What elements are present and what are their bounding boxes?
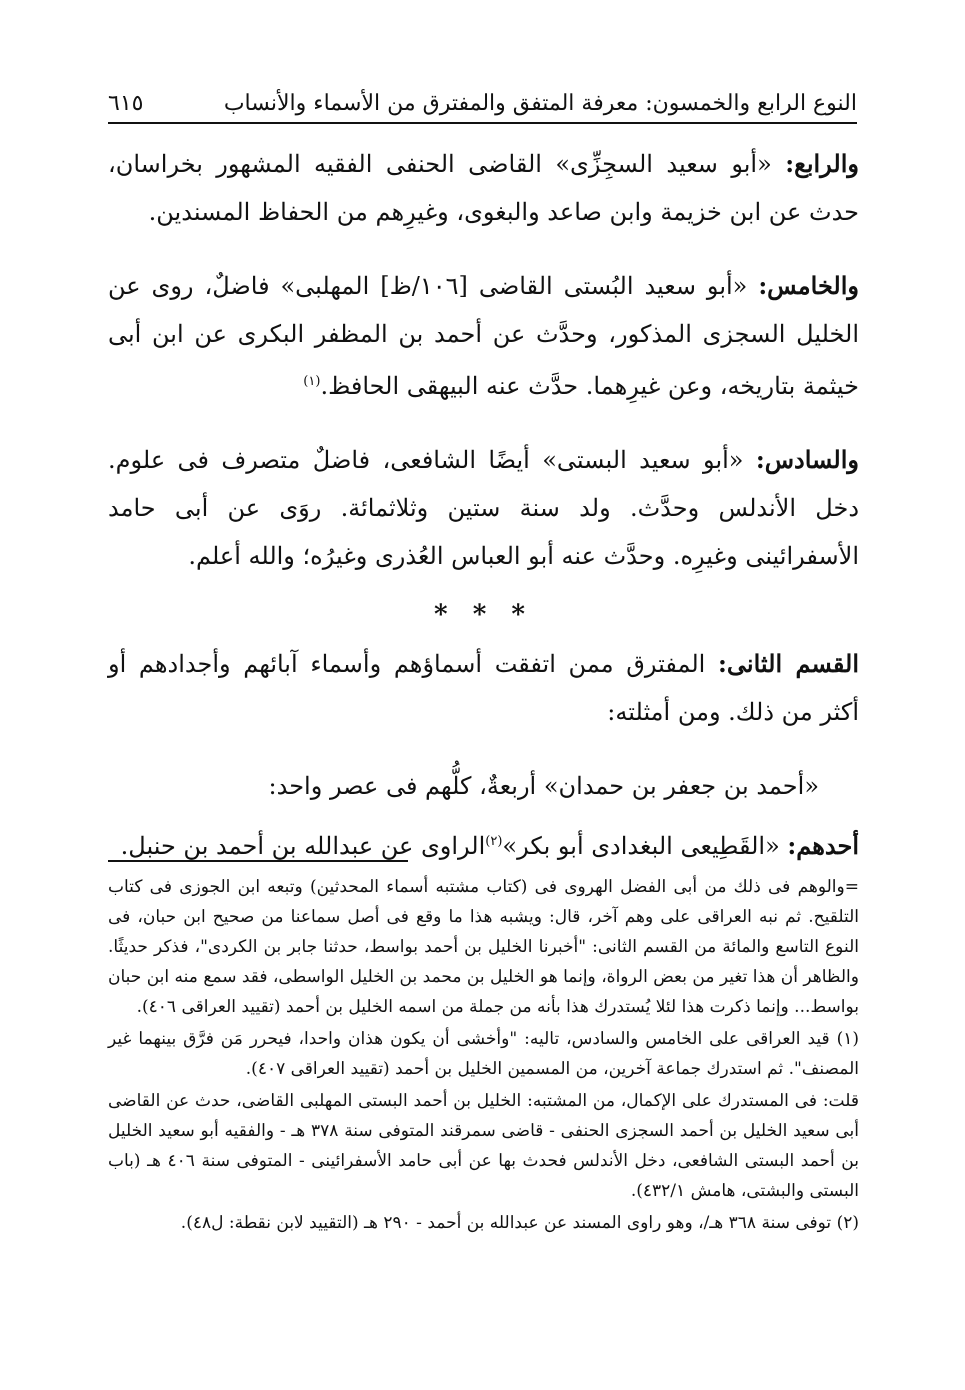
paragraph-label: القسم الثانى: xyxy=(718,649,860,678)
footnote-continued: =والوهم فى ذلك من أبى الفضل الهروى فى (كتاب مشتبه أسماء المحدثين) وتبعه ابن الجوزى فى كتاب التلقيح. ثم نبه العراقى على وهم آخر، قال: ويشبه هذا ما وقع فى أصل سماعنا من صحيح ابن حبان، فى النوع التاسع والمائة من القسم الثانى: "أخبرنا الخليل بن أحمد بواسط، حدثنا جابر بن الكردى"، فذكر حديثًا. والظاهر أن هذا تغير من بعض الرواة، وإنما هو الخليل بن محمد بن الخليل الواسطى، فقد سمع منه ابن حبان بواسط... وإنما ذكرت هذا لئلا يُستدرك هذا بأنه من جملة من اسمه الخليل بن أحمد (تقييد العراقى ٤٠٦). xyxy=(108,877,859,1017)
footnote-2: (٢) توفى سنة ٣٦٨ هـ/، وهو راوى المسند عن عبدالله بن أحمد - ٢٩٠ هـ (التقييد لابن نقطة: ل٤٨). xyxy=(180,1213,859,1233)
paragraph-text: «أبو سعيد البُستى القاضى [١٠٦/ظ] المهلبى» فاضلٌ، روى عن الخليل السجزى المذكور، وحدَّث عن أحمد بن المظفر البكرى عن ابن أبى خيثمة بتاريخه، وعن غيرِهما. حدَّث عنه البيهقى الحافظ. xyxy=(108,272,859,400)
page-number: ٦١٥ xyxy=(108,91,144,116)
main-text xyxy=(108,140,859,896)
footnote-rule xyxy=(108,860,408,862)
paragraph-text: «أحمد بن جعفر بن حمدان» أربعةٌ، كلُّهم فى عصر واحد: xyxy=(268,772,819,800)
paragraph-text: «القَطِيعى البغدادى أبو بكر» xyxy=(502,832,780,860)
paragraph-label: والسادس: xyxy=(755,445,859,474)
paragraph-example xyxy=(108,762,859,810)
paragraph-text: المفترق ممن اتفقت أسماؤهم وأسماء آبائهم وأجدادهم أو أكثر من ذلك. ومن أمثلته: xyxy=(108,650,859,726)
paragraph-text: «أبو سعيد البستى» أيضًا الشافعى، فاضلٌ متصرف فى علوم. دخل الأندلس وحدَّث. ولد سنة ستين وثلاثمائة. روَى عن أبى حامد الأسفرائينى وغيرِه. وحدَّث عنه أبو العباس العُذرى وغيرُه؛ والله أعلم. xyxy=(108,446,859,570)
footnote-1: (١) قيد العراقى على الخامس والسادس، تاليه: "وأخشى أن يكون هذان واحدا، فيحرر مَن فرَّق بينهما غير المصنف". ثم استدرك جماعة آخرين، من المسمين الخليل بن أحمد (تقييد العراقى ٤٠٧). xyxy=(108,1029,859,1079)
footnote-1-addendum: قلت: فى المستدرك على الإكمال، من المشتبه: الخليل بن أحمد البستى المهلبى القاضى، حدث عن القاضى أبى سعيد الخليل بن أحمد السجزى الحنفى - قاضى سمرقند المتوفى سنة ٣٧٨ هـ - والفقيه أبو سعيد الخليل بن أحمد البستى الشافعى، دخل الأندلس فحدث بها عن أبى حامد الأسفرائينى - المتوفى سنة ٤٠٦ هـ (باب البستى والبشتى، هامش ٤٣٢/١). xyxy=(108,1091,859,1201)
paragraph-text: الراوى عن عبدالله بن أحمد بن حنبل. xyxy=(120,832,486,860)
running-header xyxy=(108,70,857,124)
running-title: النوع الرابع والخمسون: معرفة المتفق والمفترق من الأسماء والأنساب xyxy=(223,91,857,116)
footnote-marker: (١) xyxy=(303,374,321,389)
paragraph-text: «أبو سعيد السجِزِّى» القاضى الحنفى الفقيه المشهور بخراسان، حدث عن ابن خزيمة وابن صاعد والبغوى، وغيرِهم من الحفاظ المسندين. xyxy=(108,150,859,226)
paragraph-label: والخامس: xyxy=(758,271,859,300)
section-separator: * * * xyxy=(434,600,533,630)
paragraph-fourth xyxy=(108,140,859,236)
paragraph-label: أحدهم: xyxy=(787,831,859,860)
paragraph-label: والرابع: xyxy=(785,149,859,178)
paragraph-second-section xyxy=(108,640,859,736)
footnote-marker: (٢) xyxy=(485,834,503,849)
paragraph-fifth xyxy=(108,262,859,410)
paragraph-first-of-them xyxy=(108,818,859,870)
paragraph-sixth xyxy=(108,436,859,580)
footnotes xyxy=(108,872,859,1240)
